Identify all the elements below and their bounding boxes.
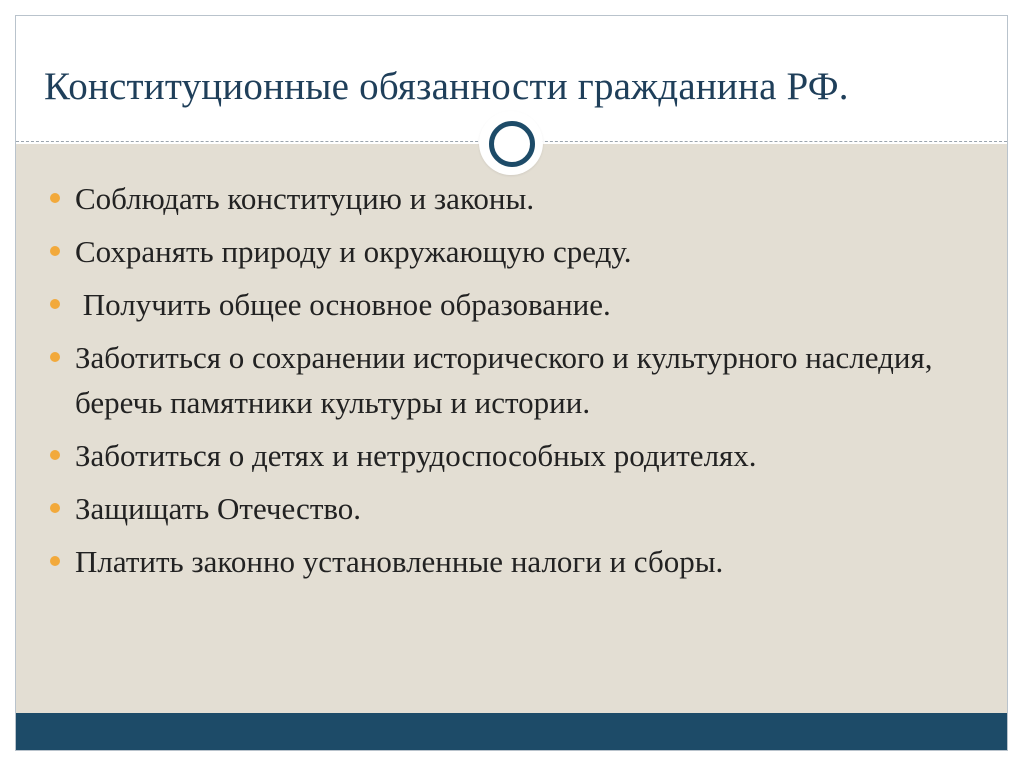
bullet-text: Защищать Отечество.	[75, 491, 362, 526]
bullet-dot-icon	[50, 352, 60, 362]
bullet-item	[47, 539, 977, 584]
bullet-item	[47, 335, 977, 425]
bullet-text: Сохранять природу и окружающую среду.	[75, 234, 632, 269]
bullet-item	[47, 282, 977, 327]
bullet-text: Соблюдать конституцию и законы.	[75, 181, 535, 216]
bullet-dot-icon	[50, 450, 60, 460]
bullet-list	[47, 176, 977, 592]
bullet-text: Платить законно установленные налоги и сборы.	[75, 544, 724, 579]
bullet-dot-icon	[50, 503, 60, 513]
bullet-item	[47, 433, 977, 478]
bullet-text: Заботиться о сохранении исторического и культурного наследия, беречь памятники культуры и истории.	[75, 340, 933, 420]
footer-bar	[16, 713, 1007, 750]
bullet-dot-icon	[50, 193, 60, 203]
slide	[15, 15, 1008, 751]
bullet-item	[47, 229, 977, 274]
bullet-text: Получить общее основное образование.	[75, 287, 611, 322]
bullet-dot-icon	[50, 299, 60, 309]
bullet-item	[47, 176, 977, 221]
bullet-dot-icon	[50, 556, 60, 566]
slide-title: Конституционные обязанности гражданина РФ.	[44, 65, 849, 108]
ring-icon	[479, 111, 543, 175]
bullet-text: Заботиться о детях и нетрудоспособных родителях.	[75, 438, 757, 473]
bullet-dot-icon	[50, 246, 60, 256]
bullet-item	[47, 486, 977, 531]
